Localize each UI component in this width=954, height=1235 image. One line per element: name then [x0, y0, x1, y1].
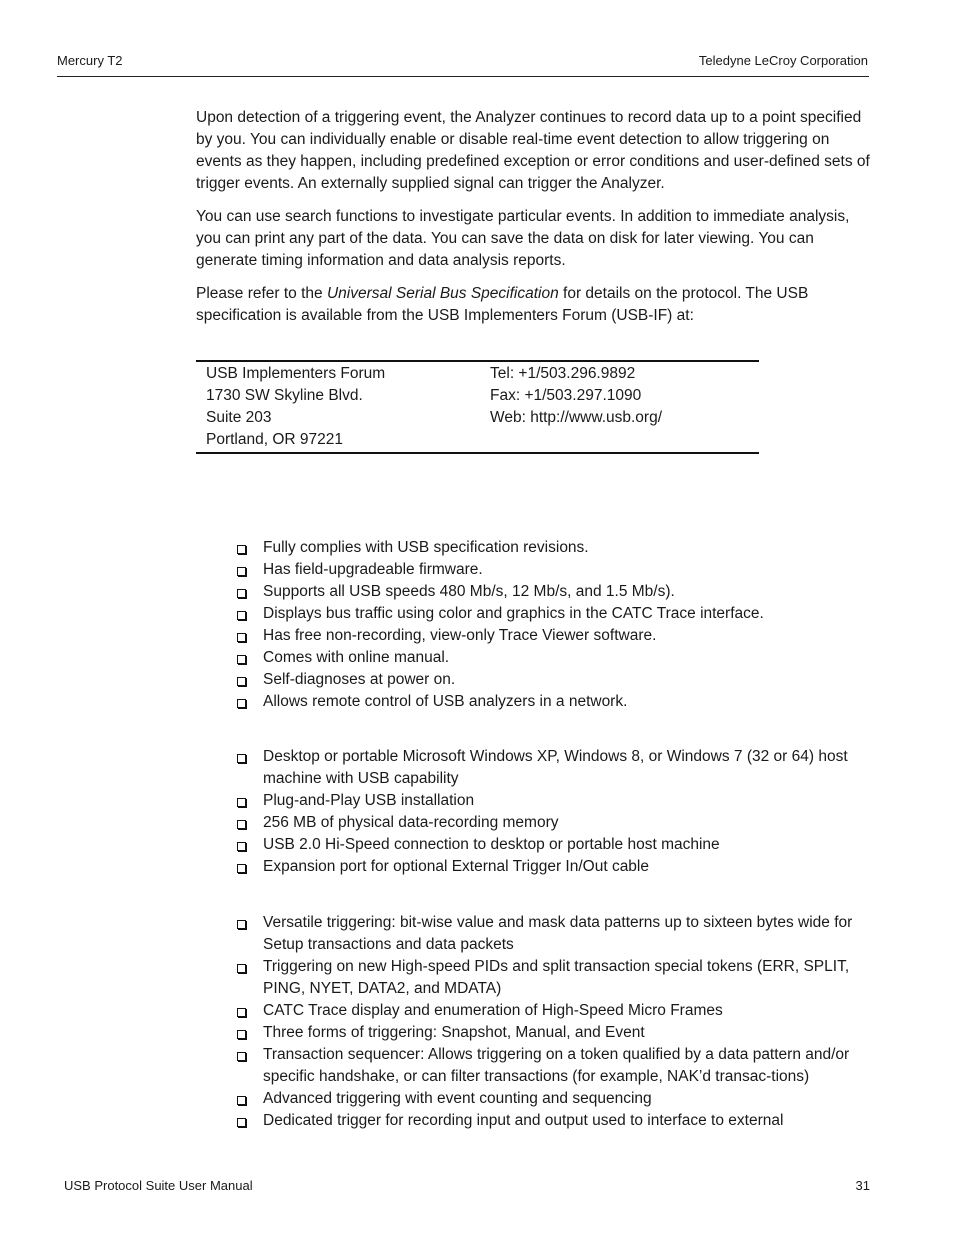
checkbox-bullet-icon	[237, 699, 246, 708]
list-item	[236, 834, 876, 856]
list-item	[236, 746, 876, 790]
spec-title: Universal Serial Bus Specification	[326, 285, 559, 302]
list-item	[236, 537, 876, 559]
checkbox-bullet-icon	[237, 545, 246, 554]
checkbox-bullet-icon	[237, 798, 246, 807]
list-item-text: USB 2.0 Hi-Speed connection to desktop or portable host machine	[263, 836, 720, 853]
checkbox-bullet-icon	[237, 964, 246, 973]
features-list	[236, 537, 876, 713]
list-item-text: Transaction sequencer: Allows triggering on a token qualified by a data pattern and/or specific handshake, or can filter transactions (for example, NAK’d transac-tions)	[263, 1046, 850, 1085]
list-item	[236, 625, 876, 647]
list-item	[236, 956, 876, 1000]
checkbox-bullet-icon	[237, 655, 246, 664]
list-item-text: Supports all USB speeds 480 Mb/s, 12 Mb/s, and 1.5 Mb/s).	[263, 583, 675, 600]
page-footer-left: USB Protocol Suite User Manual	[64, 1178, 253, 1193]
checkbox-bullet-icon	[237, 677, 246, 686]
checkbox-bullet-icon	[237, 1096, 246, 1105]
list-item	[236, 647, 876, 669]
contact-line: Web: http://www.usb.org/	[490, 409, 663, 426]
contact-column	[490, 363, 662, 429]
list-item	[236, 1044, 876, 1088]
list-item-text: Fully complies with USB specification revisions.	[263, 539, 589, 556]
page-header-right: Teledyne LeCroy Corporation	[698, 53, 868, 68]
address-line: USB Implementers Forum	[206, 365, 386, 382]
list-item	[236, 669, 876, 691]
checkbox-bullet-icon	[237, 589, 246, 598]
requirements-list	[236, 746, 876, 878]
list-item	[236, 790, 876, 812]
list-item-text: Displays bus traffic using color and graphics in the CATC Trace interface.	[263, 605, 764, 622]
checkbox-bullet-icon	[237, 864, 246, 873]
list-item-text: Plug-and-Play USB installation	[263, 792, 475, 809]
list-item	[236, 1000, 876, 1022]
checkbox-bullet-icon	[237, 567, 246, 576]
contact-line: Tel: +1/503.296.9892	[490, 365, 636, 382]
contact-line: Fax: +1/503.297.1090	[490, 387, 642, 404]
header-divider	[57, 76, 869, 77]
paragraph-text: for details on the protocol. The USB specification is available from the USB Implementers Forum (USB-IF) at:	[196, 285, 809, 324]
list-item-text: Triggering on new High-speed PIDs and split transaction special tokens (ERR, SPLIT, PING, NYET, DATA2, and MDATA)	[263, 958, 850, 997]
list-item	[236, 603, 876, 625]
list-item-text: Allows remote control of USB analyzers in a network.	[263, 693, 628, 710]
list-item-text: Dedicated trigger for recording input and output used to interface to external	[263, 1112, 784, 1129]
list-item	[236, 559, 876, 581]
checkbox-bullet-icon	[237, 754, 246, 763]
list-item	[236, 691, 876, 713]
list-item	[236, 1022, 876, 1044]
list-item-text: Has free non-recording, view-only Trace Viewer software.	[263, 627, 657, 644]
checkbox-bullet-icon	[237, 611, 246, 620]
list-item-text: CATC Trace display and enumeration of High-Speed Micro Frames	[263, 1002, 723, 1019]
list-item	[236, 912, 876, 956]
list-item-text: Desktop or portable Microsoft Windows XP, Windows 8, or Windows 7 (32 or 64) host machine with USB capability	[263, 748, 848, 787]
list-item-text: 256 MB of physical data-recording memory	[263, 814, 559, 831]
body-text	[196, 107, 872, 338]
usb-if-address-table	[196, 360, 759, 454]
checkbox-bullet-icon	[237, 820, 246, 829]
list-item-text: Three forms of triggering: Snapshot, Manual, and Event	[263, 1024, 645, 1041]
checkbox-bullet-icon	[237, 1030, 246, 1039]
address-column	[196, 363, 490, 451]
address-line: Portland, OR 97221	[206, 431, 344, 448]
paragraph-usb-spec-reference	[196, 283, 872, 327]
list-item	[236, 812, 876, 834]
checkbox-bullet-icon	[237, 1008, 246, 1017]
list-item-text: Expansion port for optional External Trigger In/Out cable	[263, 858, 649, 875]
page-number: 31	[855, 1178, 870, 1193]
page-header-left: Mercury T2	[57, 53, 123, 68]
checkbox-bullet-icon	[237, 842, 246, 851]
address-line: 1730 SW Skyline Blvd.	[206, 387, 363, 404]
list-item	[236, 1088, 876, 1110]
checkbox-bullet-icon	[237, 633, 246, 642]
list-item	[236, 856, 876, 878]
list-item	[236, 581, 876, 603]
list-item	[236, 1110, 876, 1132]
list-item-text: Versatile triggering: bit-wise value and mask data patterns up to sixteen bytes wide for Setup transactions and data packets	[263, 914, 853, 953]
list-item-text: Self-diagnoses at power on.	[263, 671, 456, 688]
paragraph-text: Please refer to the	[196, 285, 327, 302]
checkbox-bullet-icon	[237, 1052, 246, 1061]
address-line: Suite 203	[206, 409, 272, 426]
list-item-text: Has field-upgradeable firmware.	[263, 561, 483, 578]
checkbox-bullet-icon	[237, 920, 246, 929]
list-item-text: Advanced triggering with event counting and sequencing	[263, 1090, 652, 1107]
list-item-text: Comes with online manual.	[263, 649, 450, 666]
checkbox-bullet-icon	[237, 1118, 246, 1127]
paragraph-trigger-detection: Upon detection of a triggering event, the Analyzer continues to record data up to a point specified by you. You can individually enable or disable real-time event detection to allow triggering on events as they happen, including predefined exception or error conditions and user-defined sets of trigger events. An externally supplied signal can trigger the Analyzer.	[196, 109, 870, 192]
paragraph-search-functions: You can use search functions to investigate particular events. In addition to immediate analysis, you can print any part of the data. You can save the data on disk for later viewing. You can generate timing information and data analysis reports.	[196, 208, 850, 269]
trigger-features-list	[236, 912, 876, 1132]
